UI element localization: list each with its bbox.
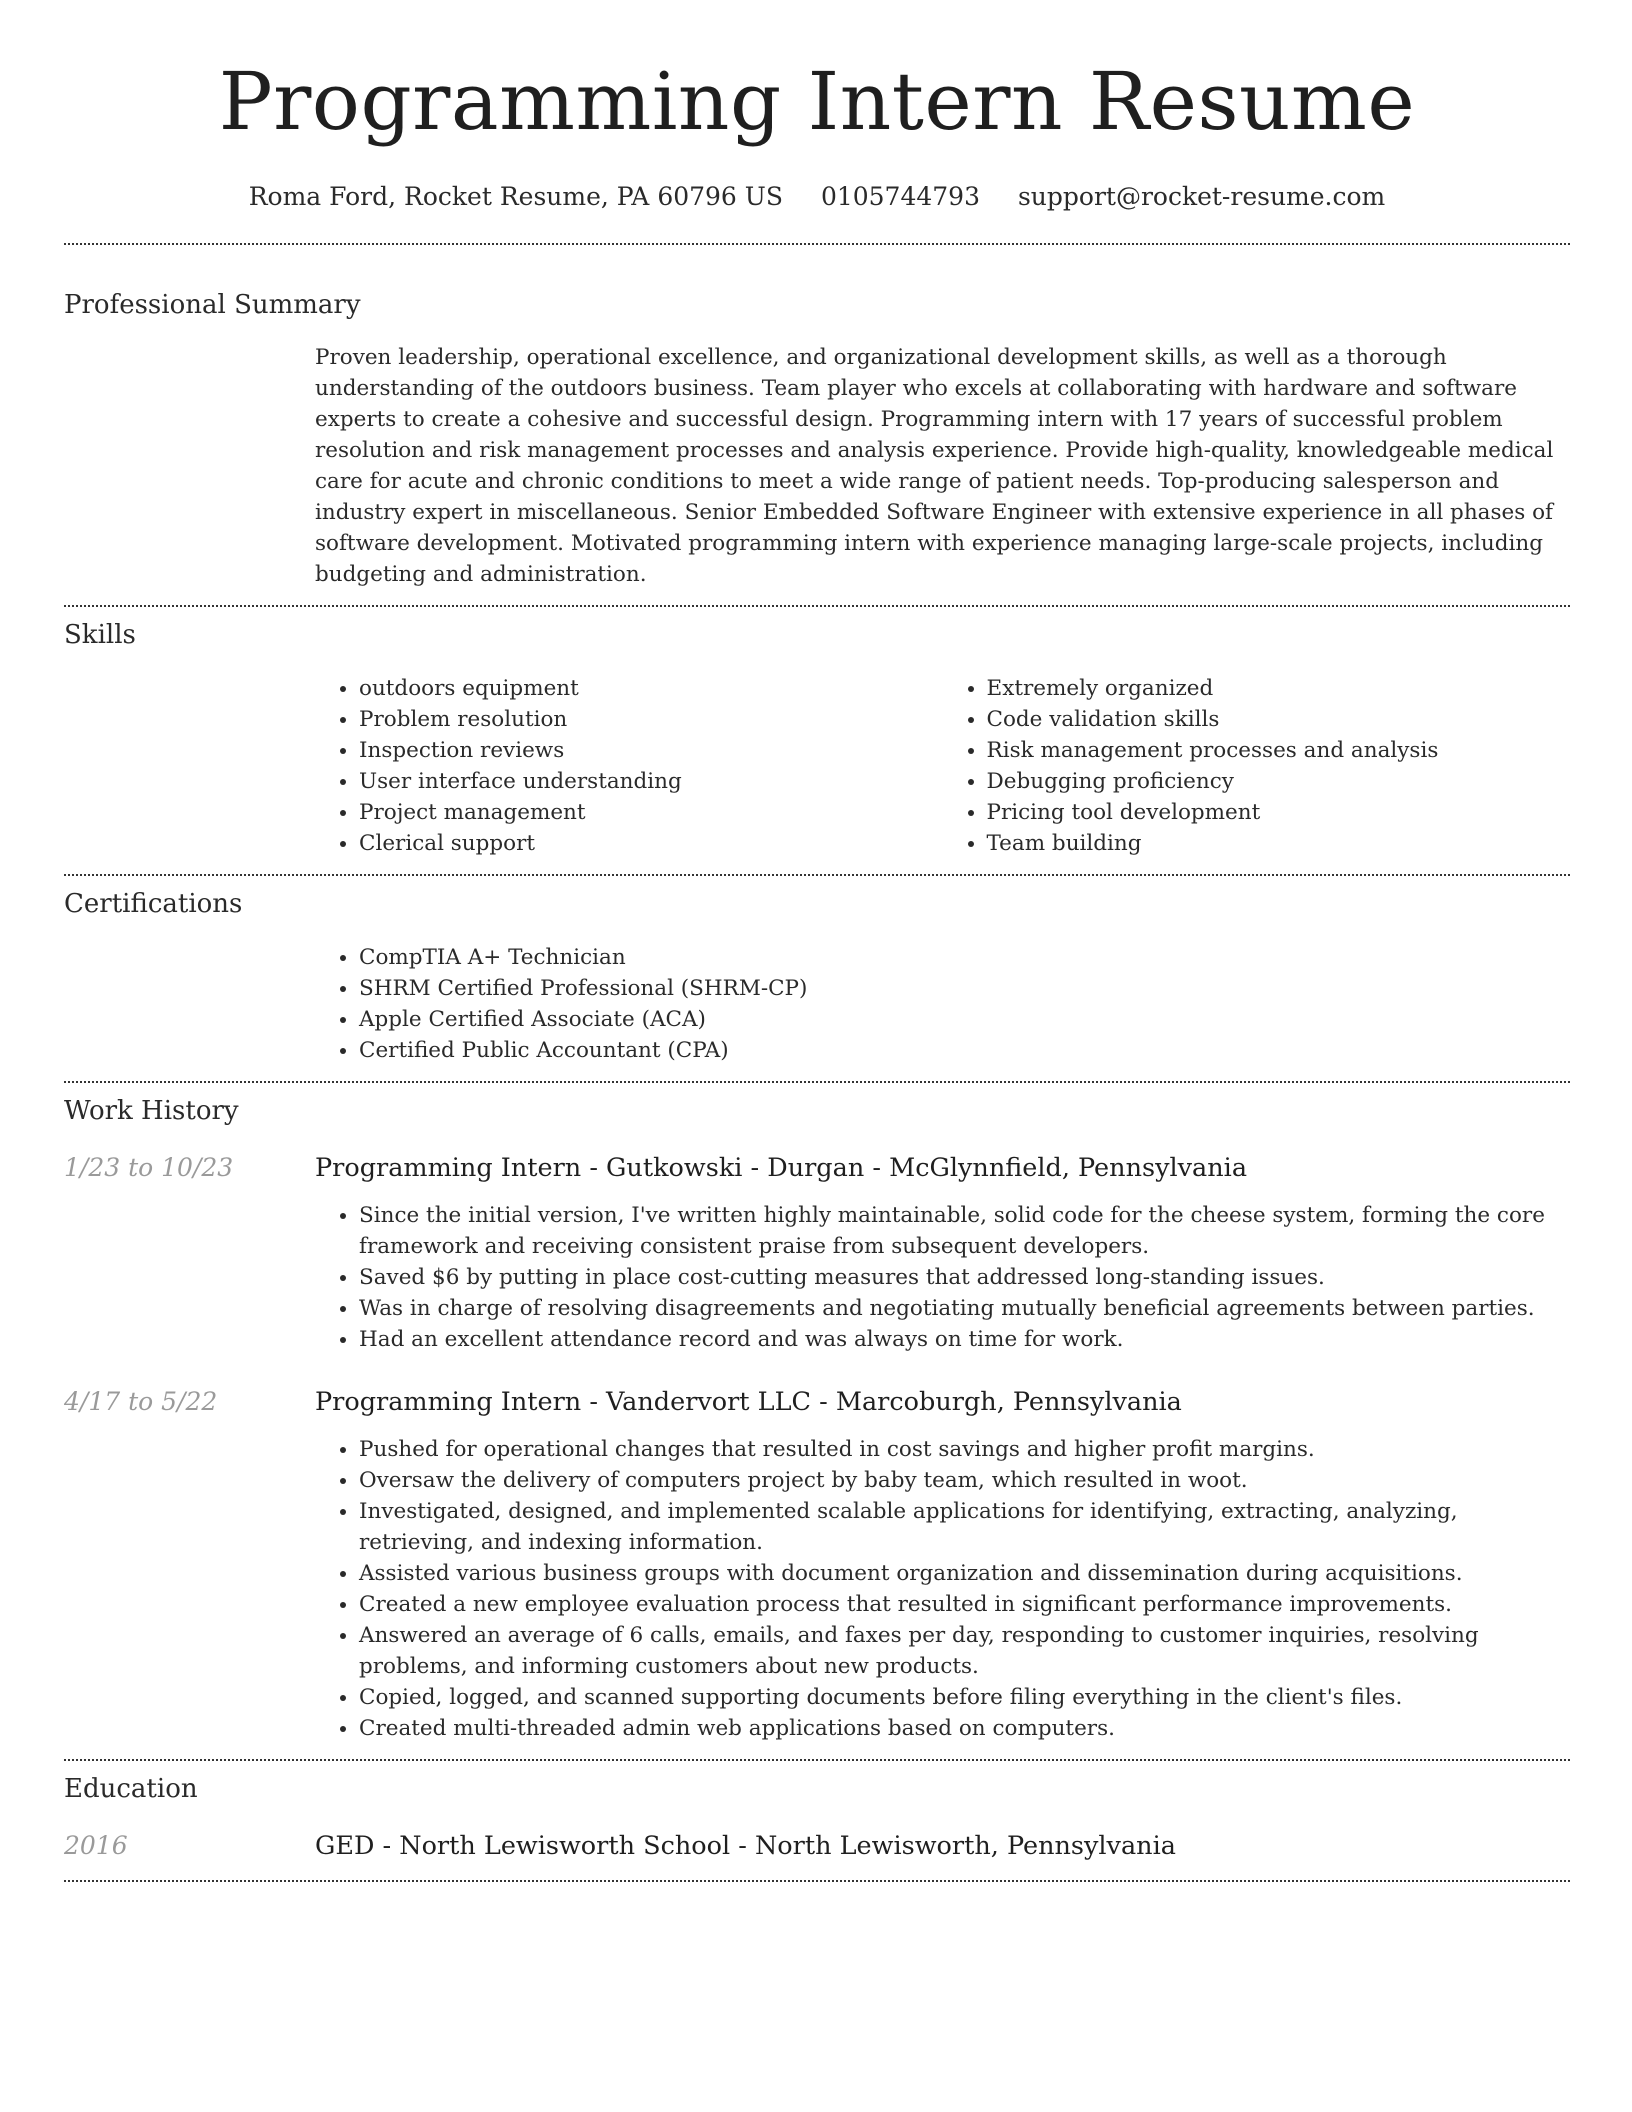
contact-address: Roma Ford, Rocket Resume, PA 60796 US	[248, 182, 783, 211]
resume-page	[64, 0, 1570, 1882]
work-history-section	[64, 1094, 1570, 1744]
education-heading: Education	[64, 1774, 198, 1804]
education-dates: 2016	[64, 1831, 128, 1860]
skill-item: • outdoors equipment	[359, 673, 943, 704]
job-title: Programming Intern - Gutkowski - Durgan - McGlynnfield, Pennsylvania	[315, 1153, 1248, 1183]
job-bullet: • Assisted various business groups with document organization and dissemination during acquisitions.	[359, 1558, 1570, 1589]
section-divider	[64, 1081, 1570, 1083]
job-bullets	[315, 1200, 1570, 1355]
job-entry	[64, 1385, 1570, 1744]
skill-item: • Risk management processes and analysis	[987, 735, 1571, 766]
job-header	[64, 1385, 1570, 1419]
skill-item: • Inspection reviews	[359, 735, 943, 766]
contact-phone: 0105744793	[820, 182, 980, 211]
skills-section	[64, 618, 1570, 859]
section-divider	[64, 605, 1570, 607]
job-bullet: • Created multi-threaded admin web applications based on computers.	[359, 1713, 1570, 1744]
section-divider	[64, 1880, 1570, 1882]
section-divider	[64, 874, 1570, 876]
job-bullets	[315, 1434, 1570, 1744]
section-divider	[64, 243, 1570, 245]
job-bullet: • Pushed for operational changes that resulted in cost savings and higher profit margins.	[359, 1434, 1570, 1465]
job-bullet: • Answered an average of 6 calls, emails, and faxes per day, responding to customer inquiries, resolving problems, and informing customers about new products.	[359, 1620, 1570, 1682]
job-bullet: • Copied, logged, and scanned supporting documents before filing everything in the client's files.	[359, 1682, 1570, 1713]
skills-list-left	[315, 673, 943, 859]
skills-heading: Skills	[64, 620, 136, 650]
skill-item: • Code validation skills	[987, 704, 1571, 735]
certifications-section	[64, 887, 1570, 1066]
skills-list-right	[943, 673, 1571, 859]
job-header	[64, 1151, 1570, 1185]
skill-item: • Debugging proficiency	[987, 766, 1571, 797]
job-dates: 4/17 to 5/22	[64, 1387, 218, 1416]
contact-line	[64, 180, 1570, 214]
skill-item: • Pricing tool development	[987, 797, 1571, 828]
summary-section	[64, 288, 1570, 590]
section-divider	[64, 1759, 1570, 1761]
skill-item: • Team building	[987, 828, 1571, 859]
education-section	[64, 1772, 1570, 1863]
education-title: GED - North Lewisworth School - North Lewisworth, Pennsylvania	[315, 1831, 1176, 1861]
certifications-heading: Certifications	[64, 889, 243, 919]
job-bullet: • Was in charge of resolving disagreements and negotiating mutually beneficial agreements between parties.	[359, 1293, 1570, 1324]
job-bullet: • Saved $6 by putting in place cost-cutting measures that addressed long-standing issues.	[359, 1262, 1570, 1293]
job-dates: 1/23 to 10/23	[64, 1153, 234, 1182]
certifications-list	[315, 942, 1570, 1066]
work-history-heading: Work History	[64, 1096, 239, 1126]
skill-item: • User interface understanding	[359, 766, 943, 797]
certification-item: • SHRM Certified Professional (SHRM-CP)	[359, 973, 1570, 1004]
summary-heading: Professional Summary	[64, 290, 361, 320]
skill-item: • Clerical support	[359, 828, 943, 859]
skill-item: • Project management	[359, 797, 943, 828]
summary-text: Proven leadership, operational excellence, and organizational development skills, as well as a thorough understanding of the outdoors business. Team player who excels at collaborating with hardware and software experts to create a cohesive and successful design. Programming intern with 17 years of successful problem resolution and risk management processes and analysis experience. Provide high-quality, knowledgeable medical care for acute and chronic conditions to meet a wide range of patient needs. Top-producing salesperson and industry expert in miscellaneous. Senior Embedded Software Engineer with extensive experience in all phases of software development. Motivated programming intern with experience managing large-scale projects, including budgeting and administration.	[315, 345, 1554, 587]
contact-email: support@rocket-resume.com	[1017, 182, 1386, 211]
resume-title: Programming Intern Resume	[218, 55, 1416, 148]
job-bullet: • Created a new employee evaluation process that resulted in significant performance improvements.	[359, 1589, 1570, 1620]
certification-item: • Apple Certified Associate (ACA)	[359, 1004, 1570, 1035]
certification-item: • CompTIA A+ Technician	[359, 942, 1570, 973]
education-entry	[64, 1829, 1570, 1863]
skill-item: • Problem resolution	[359, 704, 943, 735]
job-bullet: • Since the initial version, I've written highly maintainable, solid code for the cheese system, forming the core framework and receiving consistent praise from subsequent developers.	[359, 1200, 1570, 1262]
job-bullet: • Investigated, designed, and implemented scalable applications for identifying, extracting, analyzing, retrieving, and indexing information.	[359, 1496, 1570, 1558]
skills-columns	[315, 673, 1570, 859]
skill-item: • Extremely organized	[987, 673, 1571, 704]
certification-item: • Certified Public Accountant (CPA)	[359, 1035, 1570, 1066]
job-bullet: • Had an excellent attendance record and was always on time for work.	[359, 1324, 1570, 1355]
job-title: Programming Intern - Vandervort LLC - Marcoburgh, Pennsylvania	[315, 1387, 1182, 1417]
job-bullet: • Oversaw the delivery of computers project by baby team, which resulted in woot.	[359, 1465, 1570, 1496]
job-entry	[64, 1151, 1570, 1355]
